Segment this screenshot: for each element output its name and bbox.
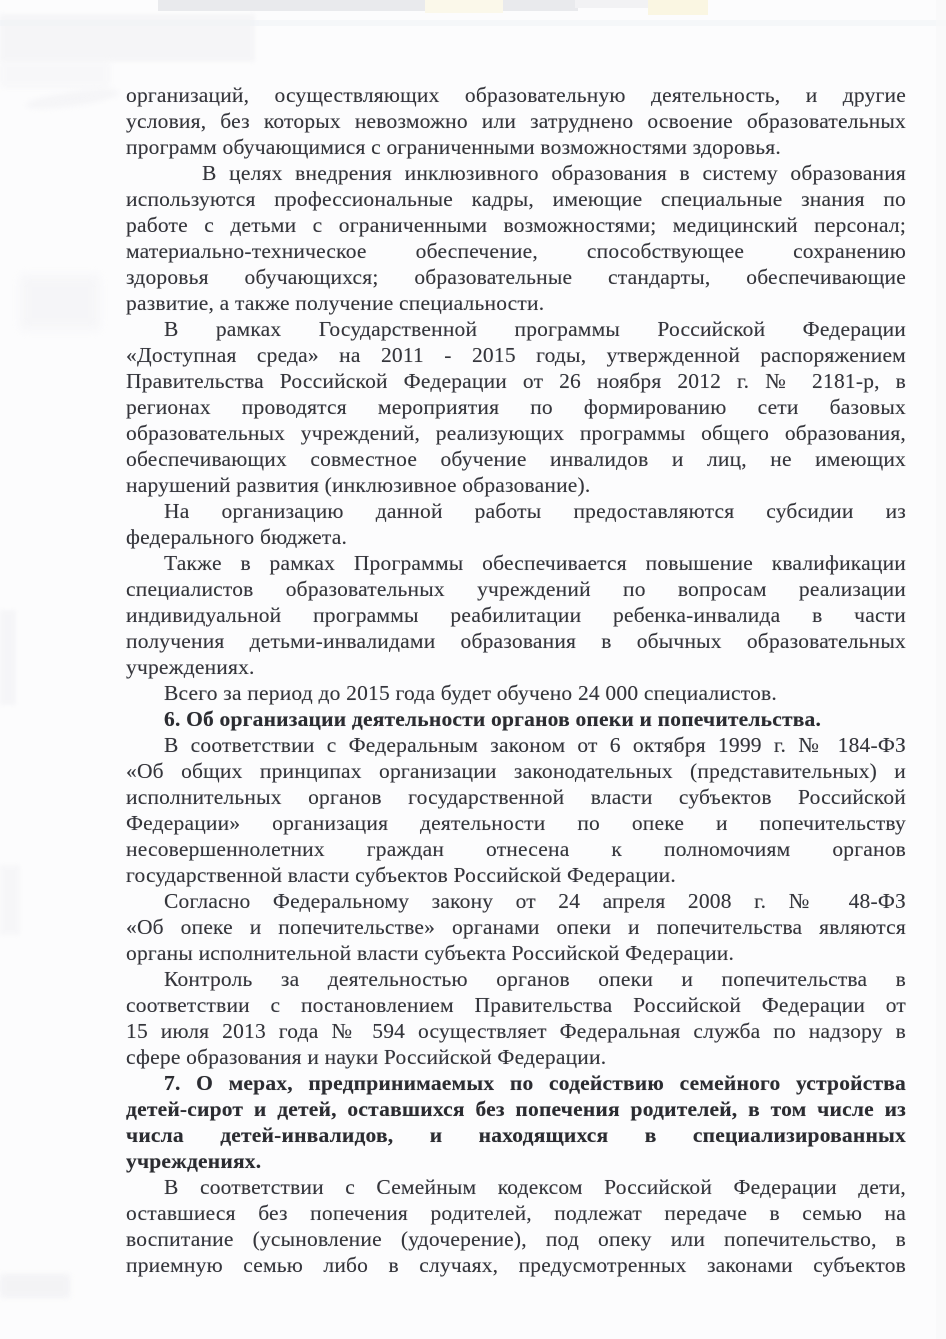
text-line: В целях внедрения инклюзивного образования в систему образования xyxy=(202,161,906,185)
text-line: органы исполнительной власти субъекта Российской Федерации. xyxy=(126,941,735,965)
text-line: организаций, осуществляющих образовательную деятельность, и другие xyxy=(126,83,906,107)
text-line: работе с детьми с ограниченными возможностями; медицинский персонал; xyxy=(126,213,906,237)
text-line: условия, без которых невозможно или затруднено освоение образовательных xyxy=(126,109,906,133)
text-line: воспитание (усыновление (удочерение), под опеку или попечительство, в xyxy=(126,1227,906,1251)
text-line: «Об опеке и попечительстве» органами опеки и попечительства являются xyxy=(126,915,906,939)
text-line: Также в рамках Программы обеспечивается повышение квалификации xyxy=(164,551,906,575)
text-line: В соответствии с Федеральным законом от 6 октября 1999 г. № 184-ФЗ xyxy=(164,733,906,757)
document-text-block xyxy=(126,82,906,1278)
text-line: «Об общих принципах организации законодательных (представительных) и xyxy=(126,759,906,783)
scan-artifact-left-edge-1 xyxy=(0,610,16,705)
text-line: В соответствии с Семейным кодексом Российской Федерации дети, xyxy=(164,1175,906,1199)
text-line: 6. Об организации деятельности органов опеки и попечительства. xyxy=(164,707,822,731)
scan-artifact-corner-shadow xyxy=(0,14,255,62)
paragraph-dostupnaya-sreda xyxy=(126,316,906,498)
text-line: здоровья обучающихся; образовательные стандарты, обеспечивающие xyxy=(126,265,906,289)
text-line: развитие, а также получение специальности. xyxy=(126,291,545,315)
scan-artifact-bottom-smudge xyxy=(0,1274,70,1298)
paragraph-qualification xyxy=(126,550,906,680)
text-line: Всего за период до 2015 года будет обучено 24 000 специалистов. xyxy=(164,681,777,705)
text-line: учреждениях. xyxy=(126,1149,262,1173)
text-line: 7. О мерах, предпринимаемых по содействию семейного устройства xyxy=(164,1071,906,1095)
text-line: Согласно Федеральному закону от 24 апреля 2008 г. № 48-ФЗ xyxy=(164,889,906,913)
scan-artifact-smudge-left xyxy=(20,275,100,330)
text-line: приемную семью либо в случаях, предусмотренных законами субъектов xyxy=(126,1253,906,1277)
text-line: «Доступная среда» на 2011 - 2015 годы, утвержденной распоряжением xyxy=(126,343,906,367)
text-line: соответствии с постановлением Правительства Российской Федерации от xyxy=(126,993,906,1017)
text-line: несовершеннолетних граждан отнесена к полномочиям органов xyxy=(126,837,906,861)
scan-artifact-right-edge xyxy=(936,0,946,1339)
scan-artifact-smudge-curve xyxy=(24,85,120,112)
section-7-heading xyxy=(126,1070,906,1174)
text-line: программ обучающимися с ограниченными возможностями здоровья. xyxy=(126,135,781,159)
text-line: Контроль за деятельностью органов опеки и попечительства в xyxy=(164,967,906,991)
scan-artifact-top-bar-light xyxy=(575,0,707,8)
text-line: регионах проводятся мероприятия по формированию сети базовых xyxy=(126,395,906,419)
scan-artifact-left-edge-2 xyxy=(0,865,20,935)
text-line: обеспечивающих совместное обучение инвалидов и лиц, не имеющих xyxy=(126,447,906,471)
paragraph-continuation xyxy=(126,82,906,160)
text-line: федерального бюджета. xyxy=(126,525,348,549)
text-line: нарушений развития (инклюзивное образование). xyxy=(126,473,591,497)
paragraph-law-48-fz xyxy=(126,888,906,966)
scan-artifact-blue-band xyxy=(0,20,946,26)
paragraph-inclusive-education xyxy=(126,160,906,316)
scan-artifact-top-bar xyxy=(158,0,578,11)
text-line: исполнительных органов государственной власти субъектов Российской xyxy=(126,785,906,809)
text-line: числа детей-инвалидов, и находящихся в специализированных xyxy=(126,1123,906,1147)
section-6-heading xyxy=(126,706,906,732)
scan-artifact-cream-patch-1 xyxy=(425,0,503,13)
paragraph-family-code xyxy=(126,1174,906,1278)
text-line: В рамках Государственной программы Российской Федерации xyxy=(164,317,906,341)
text-line: материально-техническое обеспечение, способствующее сохранению xyxy=(126,239,906,263)
scan-artifact-cream-patch-2 xyxy=(648,0,708,15)
text-line: 15 июля 2013 года № 594 осуществляет Федеральная служба по надзору в xyxy=(126,1019,906,1043)
text-line: используются профессиональные кадры, имеющие специальные знания по xyxy=(126,187,906,211)
text-line: учреждениях. xyxy=(126,655,255,679)
text-line: Правительства Российской Федерации от 26 ноября 2012 г. № 2181-р, в xyxy=(126,369,906,393)
text-line: На организацию данной работы предоставляются субсидии из xyxy=(164,499,906,523)
paragraph-subsidies xyxy=(126,498,906,550)
text-line: образовательных учреждений, реализующих программы общего образования, xyxy=(126,421,906,445)
paragraph-control-594 xyxy=(126,966,906,1070)
text-line: Федерации» организация деятельности по опеке и попечительству xyxy=(126,811,906,835)
paragraph-specialists-total xyxy=(126,680,906,706)
text-line: детей-сирот и детей, оставшихся без попечения родителей, в том числе из xyxy=(126,1097,906,1121)
paragraph-law-184-fz xyxy=(126,732,906,888)
text-line: индивидуальной программы реабилитации ребенка-инвалида в части xyxy=(126,603,906,627)
text-line: оставшиеся без попечения родителей, подлежат передаче в семью на xyxy=(126,1201,906,1225)
text-line: государственной власти субъектов Российской Федерации. xyxy=(126,863,676,887)
text-line: специалистов образовательных учреждений по вопросам реализации xyxy=(126,577,906,601)
text-line: сфере образования и науки Российской Федерации. xyxy=(126,1045,607,1069)
scan-artifact-corner-shadow-2 xyxy=(0,60,110,88)
text-line: получения детьми-инвалидами образования в обычных образовательных xyxy=(126,629,906,653)
